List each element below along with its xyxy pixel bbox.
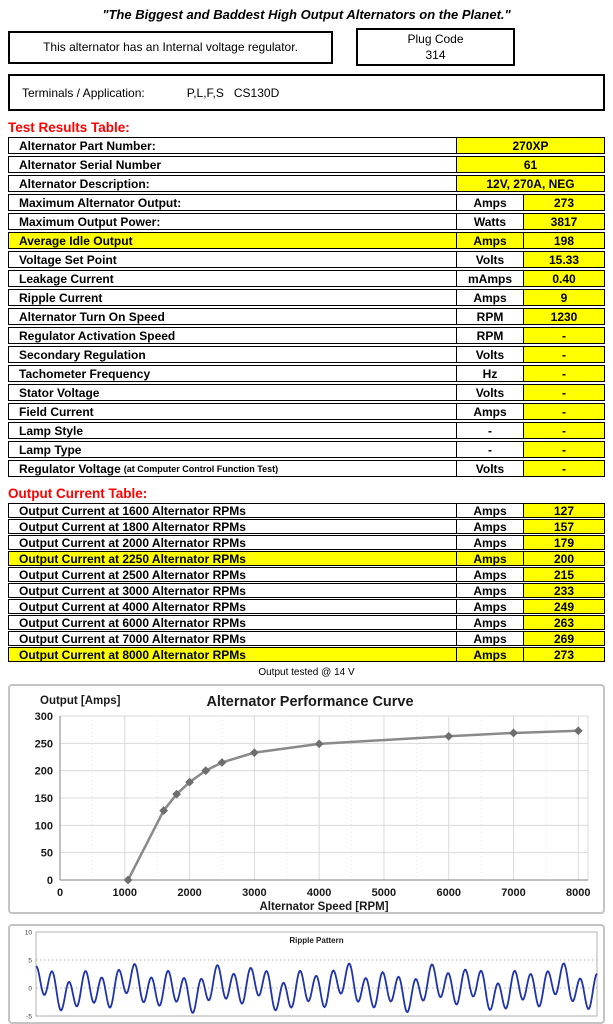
data-point-marker: [444, 732, 453, 741]
row-label: Output Current at 2500 Alternator RPMs: [19, 568, 246, 581]
row-unit: Amps: [456, 504, 523, 517]
x-tick-label: 4000: [306, 887, 332, 899]
y-tick-label: 250: [34, 738, 53, 751]
table-row: [8, 232, 605, 249]
row-label: Tachometer Frequency: [19, 366, 151, 381]
table-row: [8, 270, 605, 287]
header-boxes: [8, 28, 605, 66]
row-value: -: [523, 347, 604, 362]
row-unit: Amps: [456, 290, 523, 305]
performance-curve-line: [128, 731, 578, 880]
output-current-heading: Output Current Table:: [8, 486, 148, 501]
row-unit: Amps: [456, 616, 523, 629]
plug-code-value: 314: [425, 48, 446, 62]
terminals-value: P,L,F,S CS130D: [186, 85, 280, 100]
row-value: 273: [523, 648, 604, 661]
x-tick-label: 3000: [242, 887, 267, 899]
table-row: [8, 441, 605, 458]
table-row: [8, 251, 605, 268]
row-unit: Amps: [456, 568, 523, 581]
chart-title: Alternator Performance Curve: [206, 694, 414, 710]
row-value: 61: [456, 157, 604, 172]
page-title: "The Biggest and Baddest High Output Alternators on the Planet.": [102, 7, 511, 22]
row-value: 269: [523, 632, 604, 645]
x-tick-label: 0: [56, 887, 64, 899]
row-label: Secondary Regulation: [19, 347, 146, 362]
row-label: Output Current at 2000 Alternator RPMs: [19, 536, 246, 549]
row-value: -: [523, 385, 604, 400]
row-label: Output Current at 3000 Alternator RPMs: [19, 584, 246, 597]
table-row: [8, 599, 605, 614]
row-value: -: [523, 442, 604, 457]
row-label: Output Current at 4000 Alternator RPMs: [19, 600, 246, 613]
row-value: 9: [523, 290, 604, 305]
performance-chart: [8, 684, 605, 914]
y-tick-label: 100: [34, 820, 53, 833]
row-value: 249: [523, 600, 604, 613]
table-row: [8, 615, 605, 630]
y-axis-label: Output [Amps]: [40, 695, 121, 707]
table-row: [8, 403, 605, 420]
row-unit: -: [456, 423, 523, 438]
y-tick-label: 0: [28, 985, 32, 993]
table-row: [8, 519, 605, 534]
terminals-label: Terminals / Application:: [22, 85, 145, 100]
y-tick-label: 10: [24, 929, 32, 937]
row-label: Output Current at 7000 Alternator RPMs: [19, 632, 246, 645]
row-unit: Amps: [456, 584, 523, 597]
row-label: Output Current at 8000 Alternator RPMs: [9, 648, 456, 661]
ripple-chart-svg: [10, 926, 603, 1022]
performance-chart-svg: [10, 686, 603, 912]
row-label: Lamp Style: [19, 423, 84, 438]
row-value: 127: [523, 504, 604, 517]
y-tick-label: 5: [28, 957, 32, 965]
y-tick-label: -5: [26, 1013, 32, 1021]
regulator-note-box: [8, 31, 333, 64]
output-tested-note: Output tested @ 14 V: [258, 667, 355, 678]
plug-code-box: [356, 28, 515, 66]
row-unit: Amps: [456, 404, 523, 419]
x-tick-label: 8000: [566, 887, 591, 899]
x-axis-label: Alternator Speed [RPM]: [259, 901, 389, 912]
x-tick-label: 1000: [112, 887, 138, 899]
row-unit: Hz: [456, 366, 523, 381]
row-label: Maximum Alternator Output:: [19, 195, 182, 210]
row-value: 198: [523, 233, 604, 248]
row-value: 0.40: [523, 271, 604, 286]
y-tick-label: 300: [34, 711, 53, 723]
x-tick-label: 2000: [177, 887, 202, 899]
row-label: Alternator Description:: [19, 176, 150, 191]
data-point-marker: [574, 726, 583, 735]
row-value: 1230: [523, 309, 604, 324]
table-row: [8, 647, 605, 662]
row-unit: RPM: [456, 309, 523, 324]
row-unit: Volts: [456, 252, 523, 267]
y-tick-label: 0: [46, 875, 53, 887]
table-row: [8, 346, 605, 363]
data-point-marker: [315, 739, 324, 748]
table-row: [8, 460, 605, 477]
ripple-chart: [8, 924, 605, 1024]
row-value: 157: [523, 520, 604, 533]
row-label: Lamp Type: [19, 442, 82, 457]
row-value: -: [523, 404, 604, 419]
plug-code-label: Plug Code: [407, 32, 464, 46]
table-row: [8, 384, 605, 401]
row-unit: -: [456, 442, 523, 457]
row-value: 215: [523, 568, 604, 581]
x-tick-label: 6000: [436, 887, 461, 899]
table-row: [8, 213, 605, 230]
row-value: -: [523, 328, 604, 343]
table-row: [8, 567, 605, 582]
data-point-marker: [509, 729, 518, 738]
row-unit: Amps: [456, 552, 523, 565]
row-value: 263: [523, 616, 604, 629]
row-label: Voltage Set Point: [19, 252, 117, 267]
row-unit: RPM: [456, 328, 523, 343]
row-label: Alternator Part Number:: [19, 138, 156, 153]
row-value: -: [523, 461, 604, 476]
output-current-table: [8, 503, 605, 662]
data-point-marker: [218, 758, 227, 767]
row-value: 270XP: [456, 138, 604, 153]
row-value: 233: [523, 584, 604, 597]
row-unit: Amps: [456, 195, 523, 210]
table-row: [8, 156, 605, 173]
table-row: [8, 551, 605, 566]
row-label: Alternator Turn On Speed: [19, 309, 165, 324]
row-value: 12V, 270A, NEG: [456, 176, 604, 191]
row-value: 3817: [523, 214, 604, 229]
row-value: 200: [523, 552, 604, 565]
row-value: -: [523, 366, 604, 381]
row-unit: Amps: [456, 520, 523, 533]
row-label: Output Current at 1600 Alternator RPMs: [19, 504, 246, 517]
table-row: [8, 583, 605, 598]
table-row: [8, 137, 605, 154]
table-row: [8, 327, 605, 344]
row-label: Field Current: [19, 404, 94, 419]
test-results-table: [8, 137, 605, 477]
row-unit: Volts: [456, 347, 523, 362]
x-tick-label: 7000: [501, 887, 526, 899]
row-label: Leakage Current: [19, 271, 114, 286]
row-value: 15.33: [523, 252, 604, 267]
row-label: Maximum Output Power:: [19, 214, 161, 229]
row-unit: mAmps: [456, 271, 523, 286]
row-value: 273: [523, 195, 604, 210]
row-unit: Amps: [456, 600, 523, 613]
row-value: 179: [523, 536, 604, 549]
table-row: [8, 422, 605, 439]
y-tick-label: 200: [34, 765, 53, 778]
table-row: [8, 308, 605, 325]
y-tick-label: 50: [40, 847, 53, 860]
row-unit: Amps: [456, 536, 523, 549]
table-row: [8, 631, 605, 646]
row-label: Alternator Serial Number: [19, 157, 162, 172]
row-label: Regulator Activation Speed: [19, 328, 176, 343]
chart-title: Ripple Pattern: [289, 936, 344, 945]
regulator-note-text: This alternator has an Internal voltage regulator.: [43, 40, 298, 54]
row-unit: Amps: [456, 648, 523, 661]
table-row: [8, 535, 605, 550]
x-tick-label: 5000: [371, 887, 397, 899]
row-unit: Volts: [456, 385, 523, 400]
row-label: Ripple Current: [19, 290, 103, 305]
table-row: [8, 503, 605, 518]
row-value: -: [523, 423, 604, 438]
row-unit: Amps: [456, 233, 523, 248]
data-point-marker: [250, 748, 259, 757]
row-label: Output Current at 1800 Alternator RPMs: [19, 520, 246, 533]
row-unit: Volts: [456, 461, 523, 476]
row-label: Regulator Voltage (at Computer Control Function Test): [19, 461, 279, 476]
row-label: Stator Voltage: [19, 385, 100, 400]
table-row: [8, 194, 605, 211]
row-unit: Amps: [456, 632, 523, 645]
table-row: [8, 175, 605, 192]
row-label: Output Current at 2250 Alternator RPMs: [9, 552, 456, 565]
table-row: [8, 365, 605, 382]
y-tick-label: 150: [34, 793, 53, 805]
row-unit: Watts: [456, 214, 523, 229]
row-label: Average Idle Output: [9, 233, 456, 248]
row-label: Output Current at 6000 Alternator RPMs: [19, 616, 246, 629]
terminals-box: [8, 74, 605, 111]
test-results-heading: Test Results Table:: [8, 120, 130, 135]
table-row: [8, 289, 605, 306]
row-label-note: (at Computer Control Function Test): [123, 463, 279, 474]
